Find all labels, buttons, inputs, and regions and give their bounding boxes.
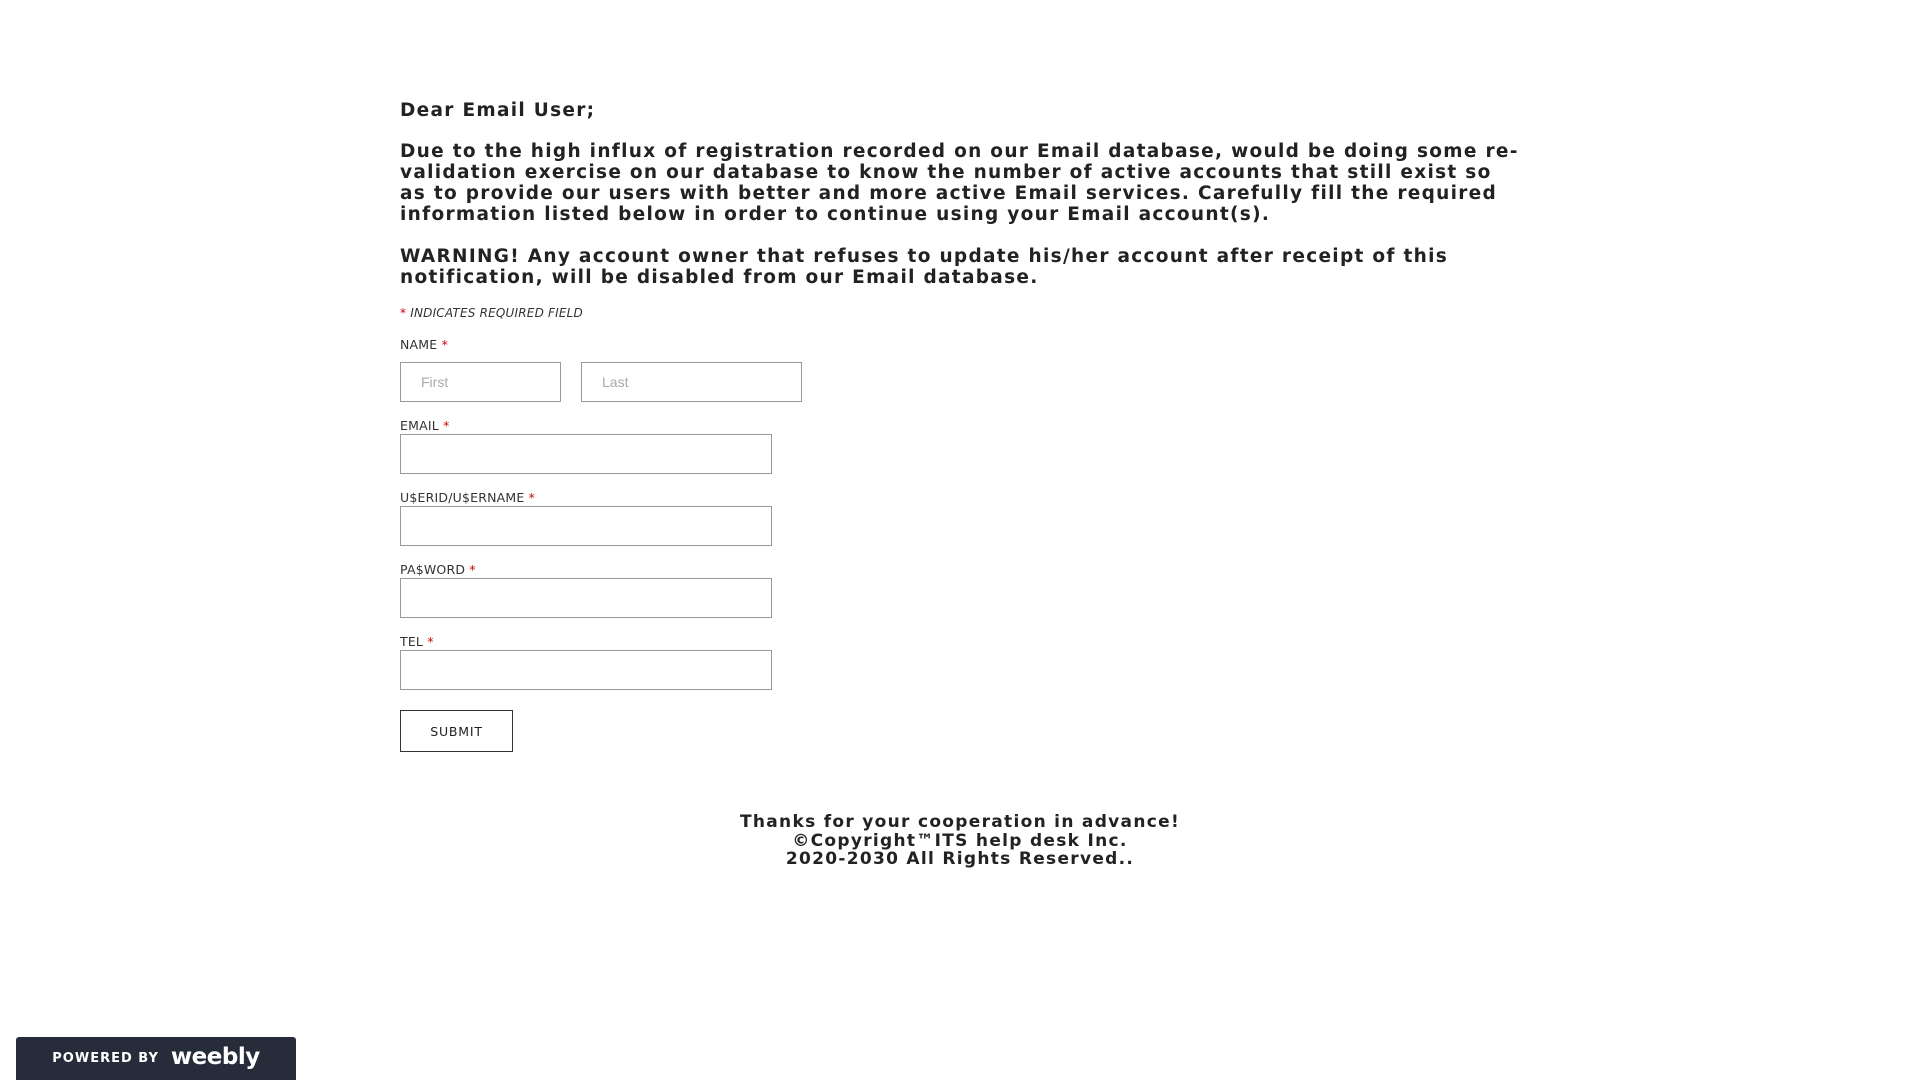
email-input[interactable] [400,434,772,474]
name-inputs [400,362,1520,402]
tel-label-text: TEL [400,634,424,649]
weebly-badge-link[interactable] [16,1037,296,1080]
password-label-text: PA$WORD [400,562,466,577]
greeting-text: Dear Email User; [400,100,596,121]
email-label-text: EMAIL [400,418,439,433]
required-star: * [469,562,476,577]
name-label-text: NAME [400,337,438,352]
submit-button[interactable]: SUBMIT [400,710,513,752]
message-block [400,100,1520,288]
required-star: * [427,634,434,649]
copyright-line: ©Copyright™ITS help desk Inc. [792,830,1128,851]
weebly-logo: weebly [170,1044,260,1070]
userid-label-text: U$ERID/U$ERNAME [400,490,525,505]
userid-label [400,490,1520,506]
footer [400,813,1520,869]
powered-by-text: POWERED BY [52,1051,159,1066]
thanks-line: Thanks for your cooperation in advance! [739,812,1180,832]
userid-field [400,490,1520,546]
required-star: * [443,418,450,433]
warning-paragraph: WARNING! Any account owner that refuses to update his/her account after receipt of this notification, will be disabled from our Email database. [400,246,1449,288]
required-star: * [528,490,536,505]
first-name-input[interactable] [400,362,561,402]
password-input[interactable] [400,578,772,618]
password-field [400,562,1520,618]
body-paragraph: Due to the high influx of registration recorded on our Email database, would be doing some re-validation exercise on our database to know the number of active accounts that still exist so as to provide our users with better and more active Email services. Carefully fill the required information listed below in order to continue using your Email account(s). [400,141,1519,225]
name-label [400,337,1520,353]
tel-field [400,634,1520,690]
email-field [400,418,1520,474]
required-star: * [400,306,407,320]
last-name-input[interactable] [581,362,802,402]
name-field [400,337,1520,402]
account-form [400,305,1520,752]
main-content [400,100,1520,752]
userid-input[interactable] [400,506,772,546]
tel-input[interactable] [400,650,772,690]
required-note-text: INDICATES REQUIRED FIELD [406,306,583,320]
tel-label [400,634,1520,650]
password-label [400,562,1520,578]
required-star: * [441,337,449,352]
rights-line: 2020-2030 All Rights Reserved.. [785,849,1135,869]
email-label [400,418,1520,434]
required-field-note [400,305,1520,321]
